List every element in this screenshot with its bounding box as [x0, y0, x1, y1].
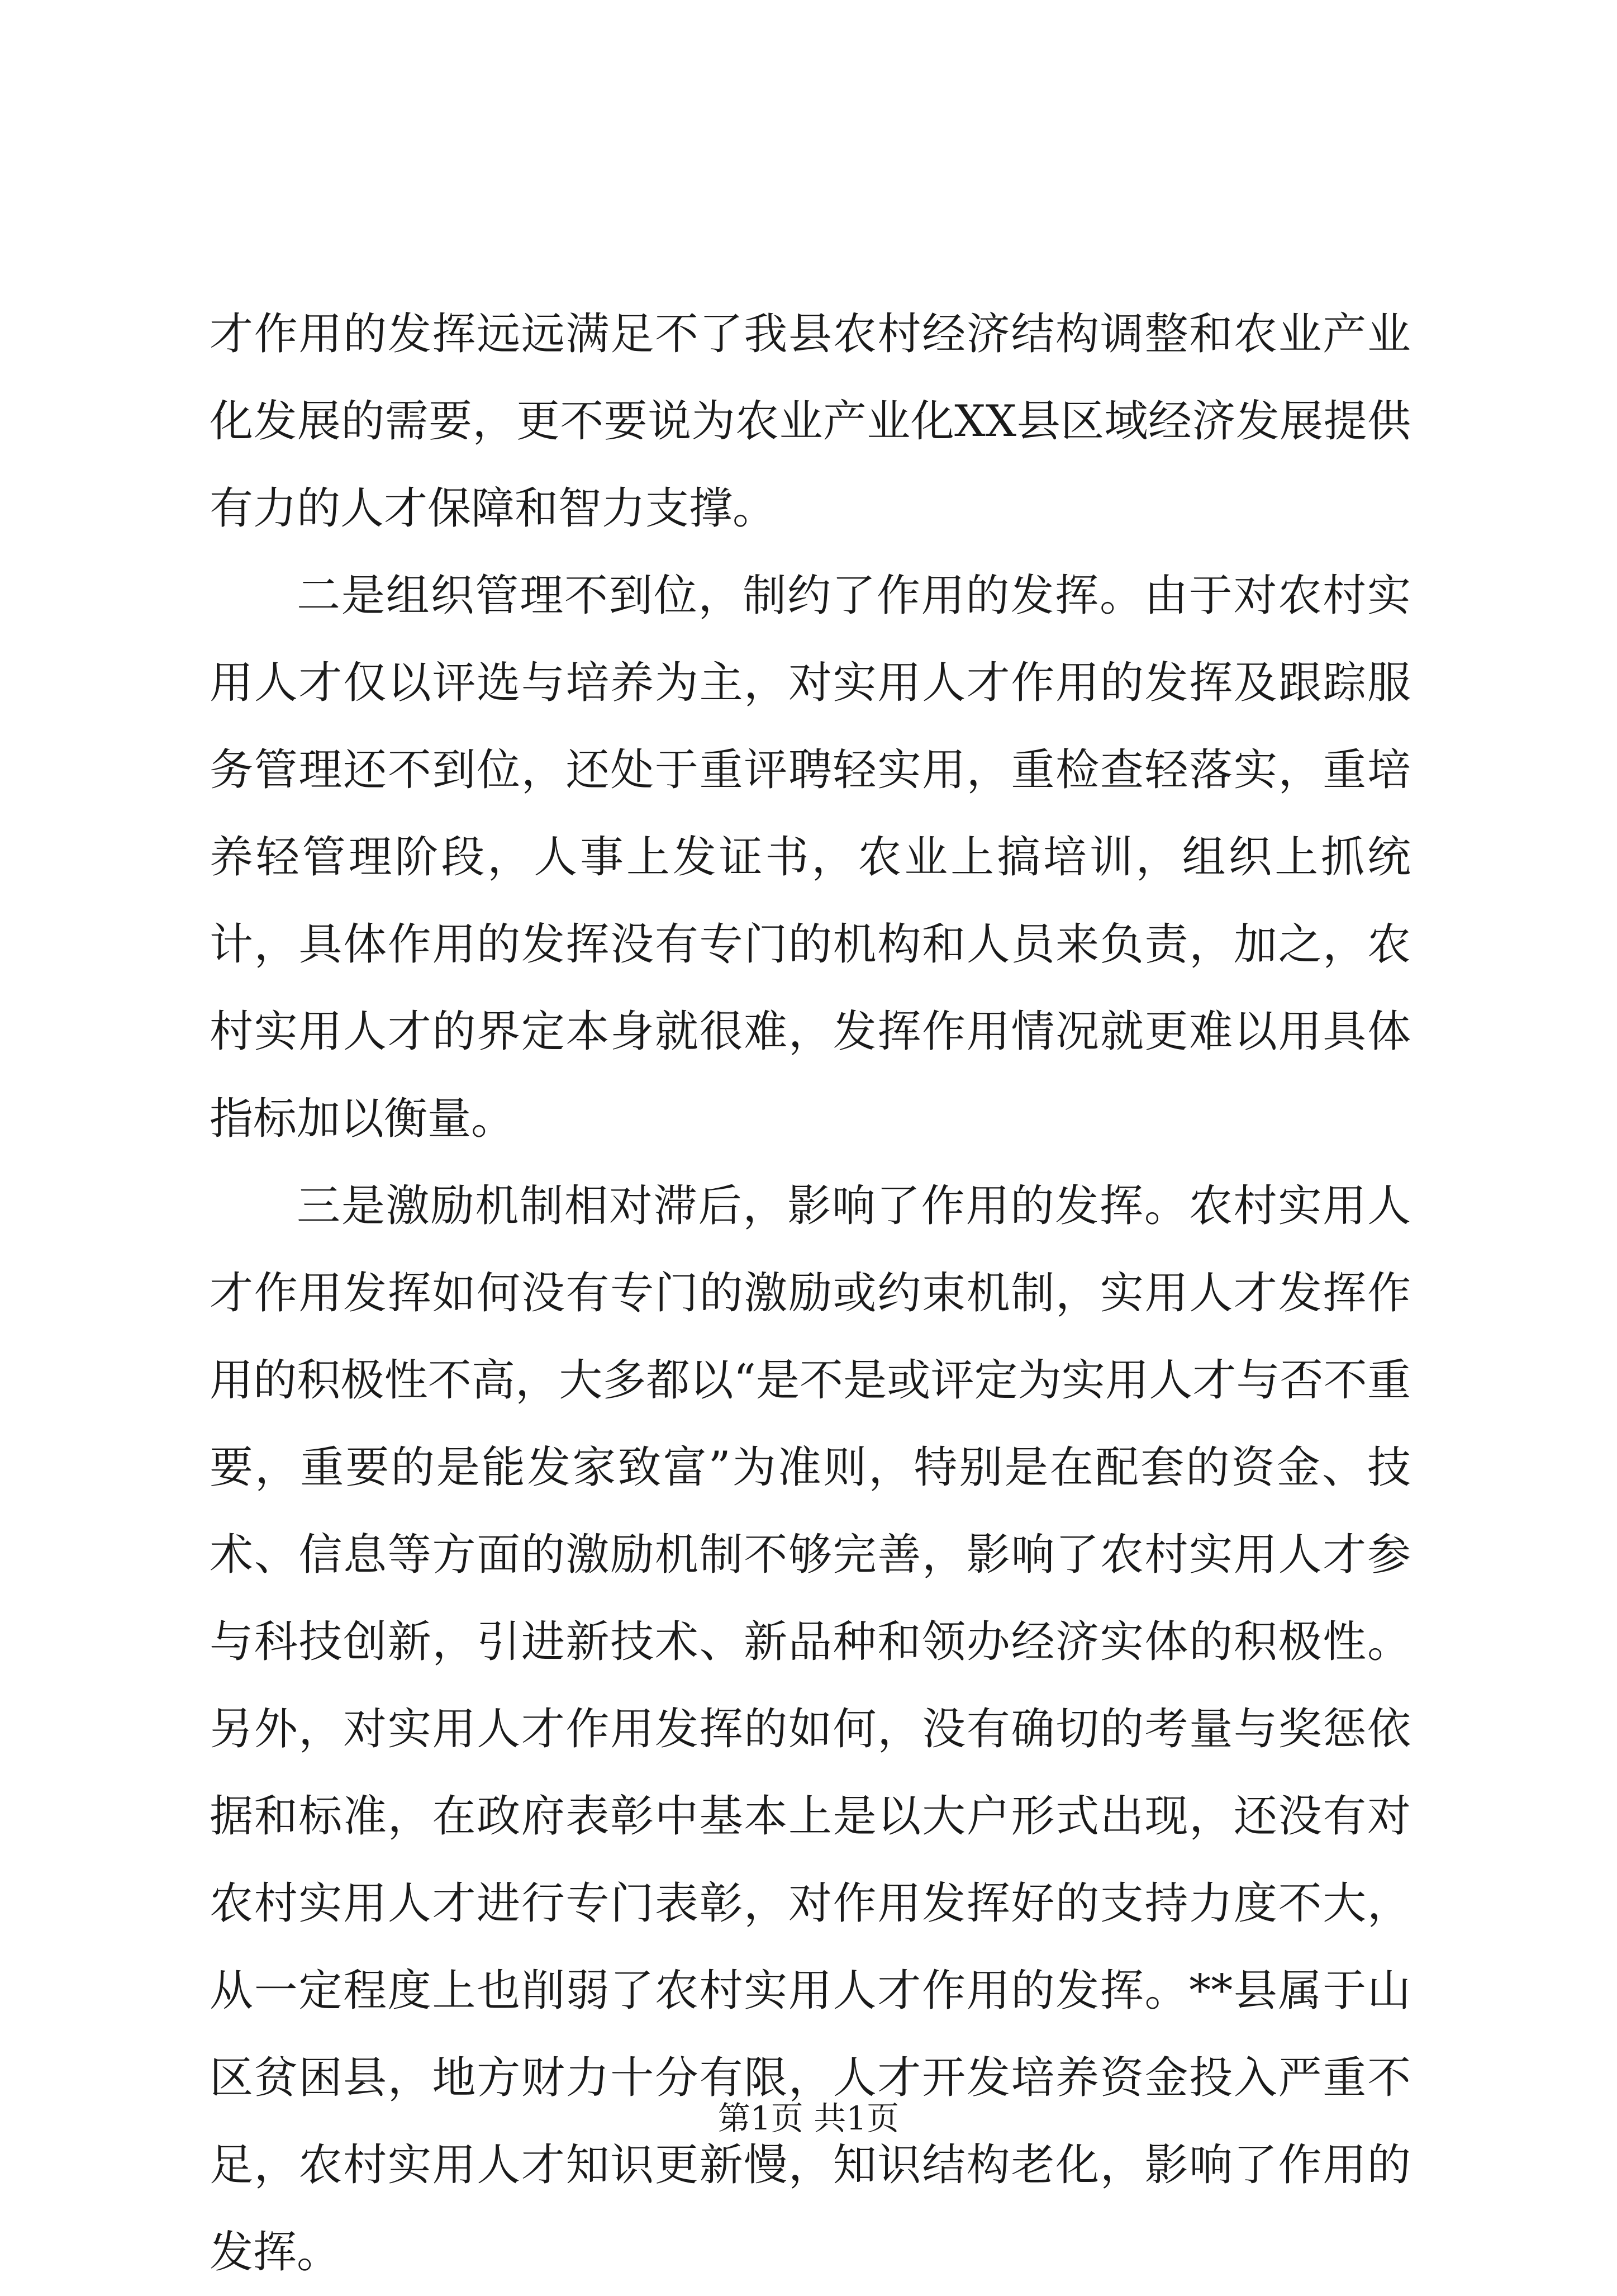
paragraph-continuation: 才作用的发挥远远满足不了我县农村经济结构调整和农业产业化发展的需要，更不要说为农业产业化XX县区域经济发展提供有力的人才保障和智力支撑。 — [210, 309, 1411, 534]
paragraph-organization-management: 二是组织管理不到位，制约了作用的发挥。由于对农村实用人才仅以评选与培养为主，对实用人才作用的发挥及跟踪服务管理还不到位，还处于重评聘轻实用，重检查轻落实，重培养轻管理阶段，人事上发证书，农业上搞培训，组织上抓统计，具体作用的发挥没有专门的机构和人员来负责，加之，农村实用人才的界定本身就很难，发挥作用情况就更难以用具体指标加以衡量。 — [210, 571, 1411, 1144]
document-body — [210, 291, 1411, 2296]
paragraph-incentive-mechanism: 三是激励机制相对滞后，影响了作用的发挥。农村实用人才作用发挥如何没有专门的激励或约束机制，实用人才发挥作用的积极性不高，大多都以“是不是或评定为实用人才与否不重要，重要的是能发家致富”为准则，特别是在配套的资金、技术、信息等方面的激励机制不够完善，影响了农村实用人才参与科技创新，引进新技术、新品种和领办经济实体的积极性。另外，对实用人才作用发挥的如何，没有确切的考量与奖惩依据和标准，在政府表彰中基本上是以大户形式出现，还没有对农村实用人才进行专门表彰，对作用发挥好的支持力度不大，从一定程度上也削弱了农村实用人才作用的发挥。**县属于山区贫困县，地方财力十分有限，人才开发培养资金投入严重不足，农村实用人才知识更新慢，知识结构老化，影响了作用的发挥。 — [210, 1181, 1411, 2278]
page-footer: 第1页 共1页 — [717, 2099, 900, 2137]
